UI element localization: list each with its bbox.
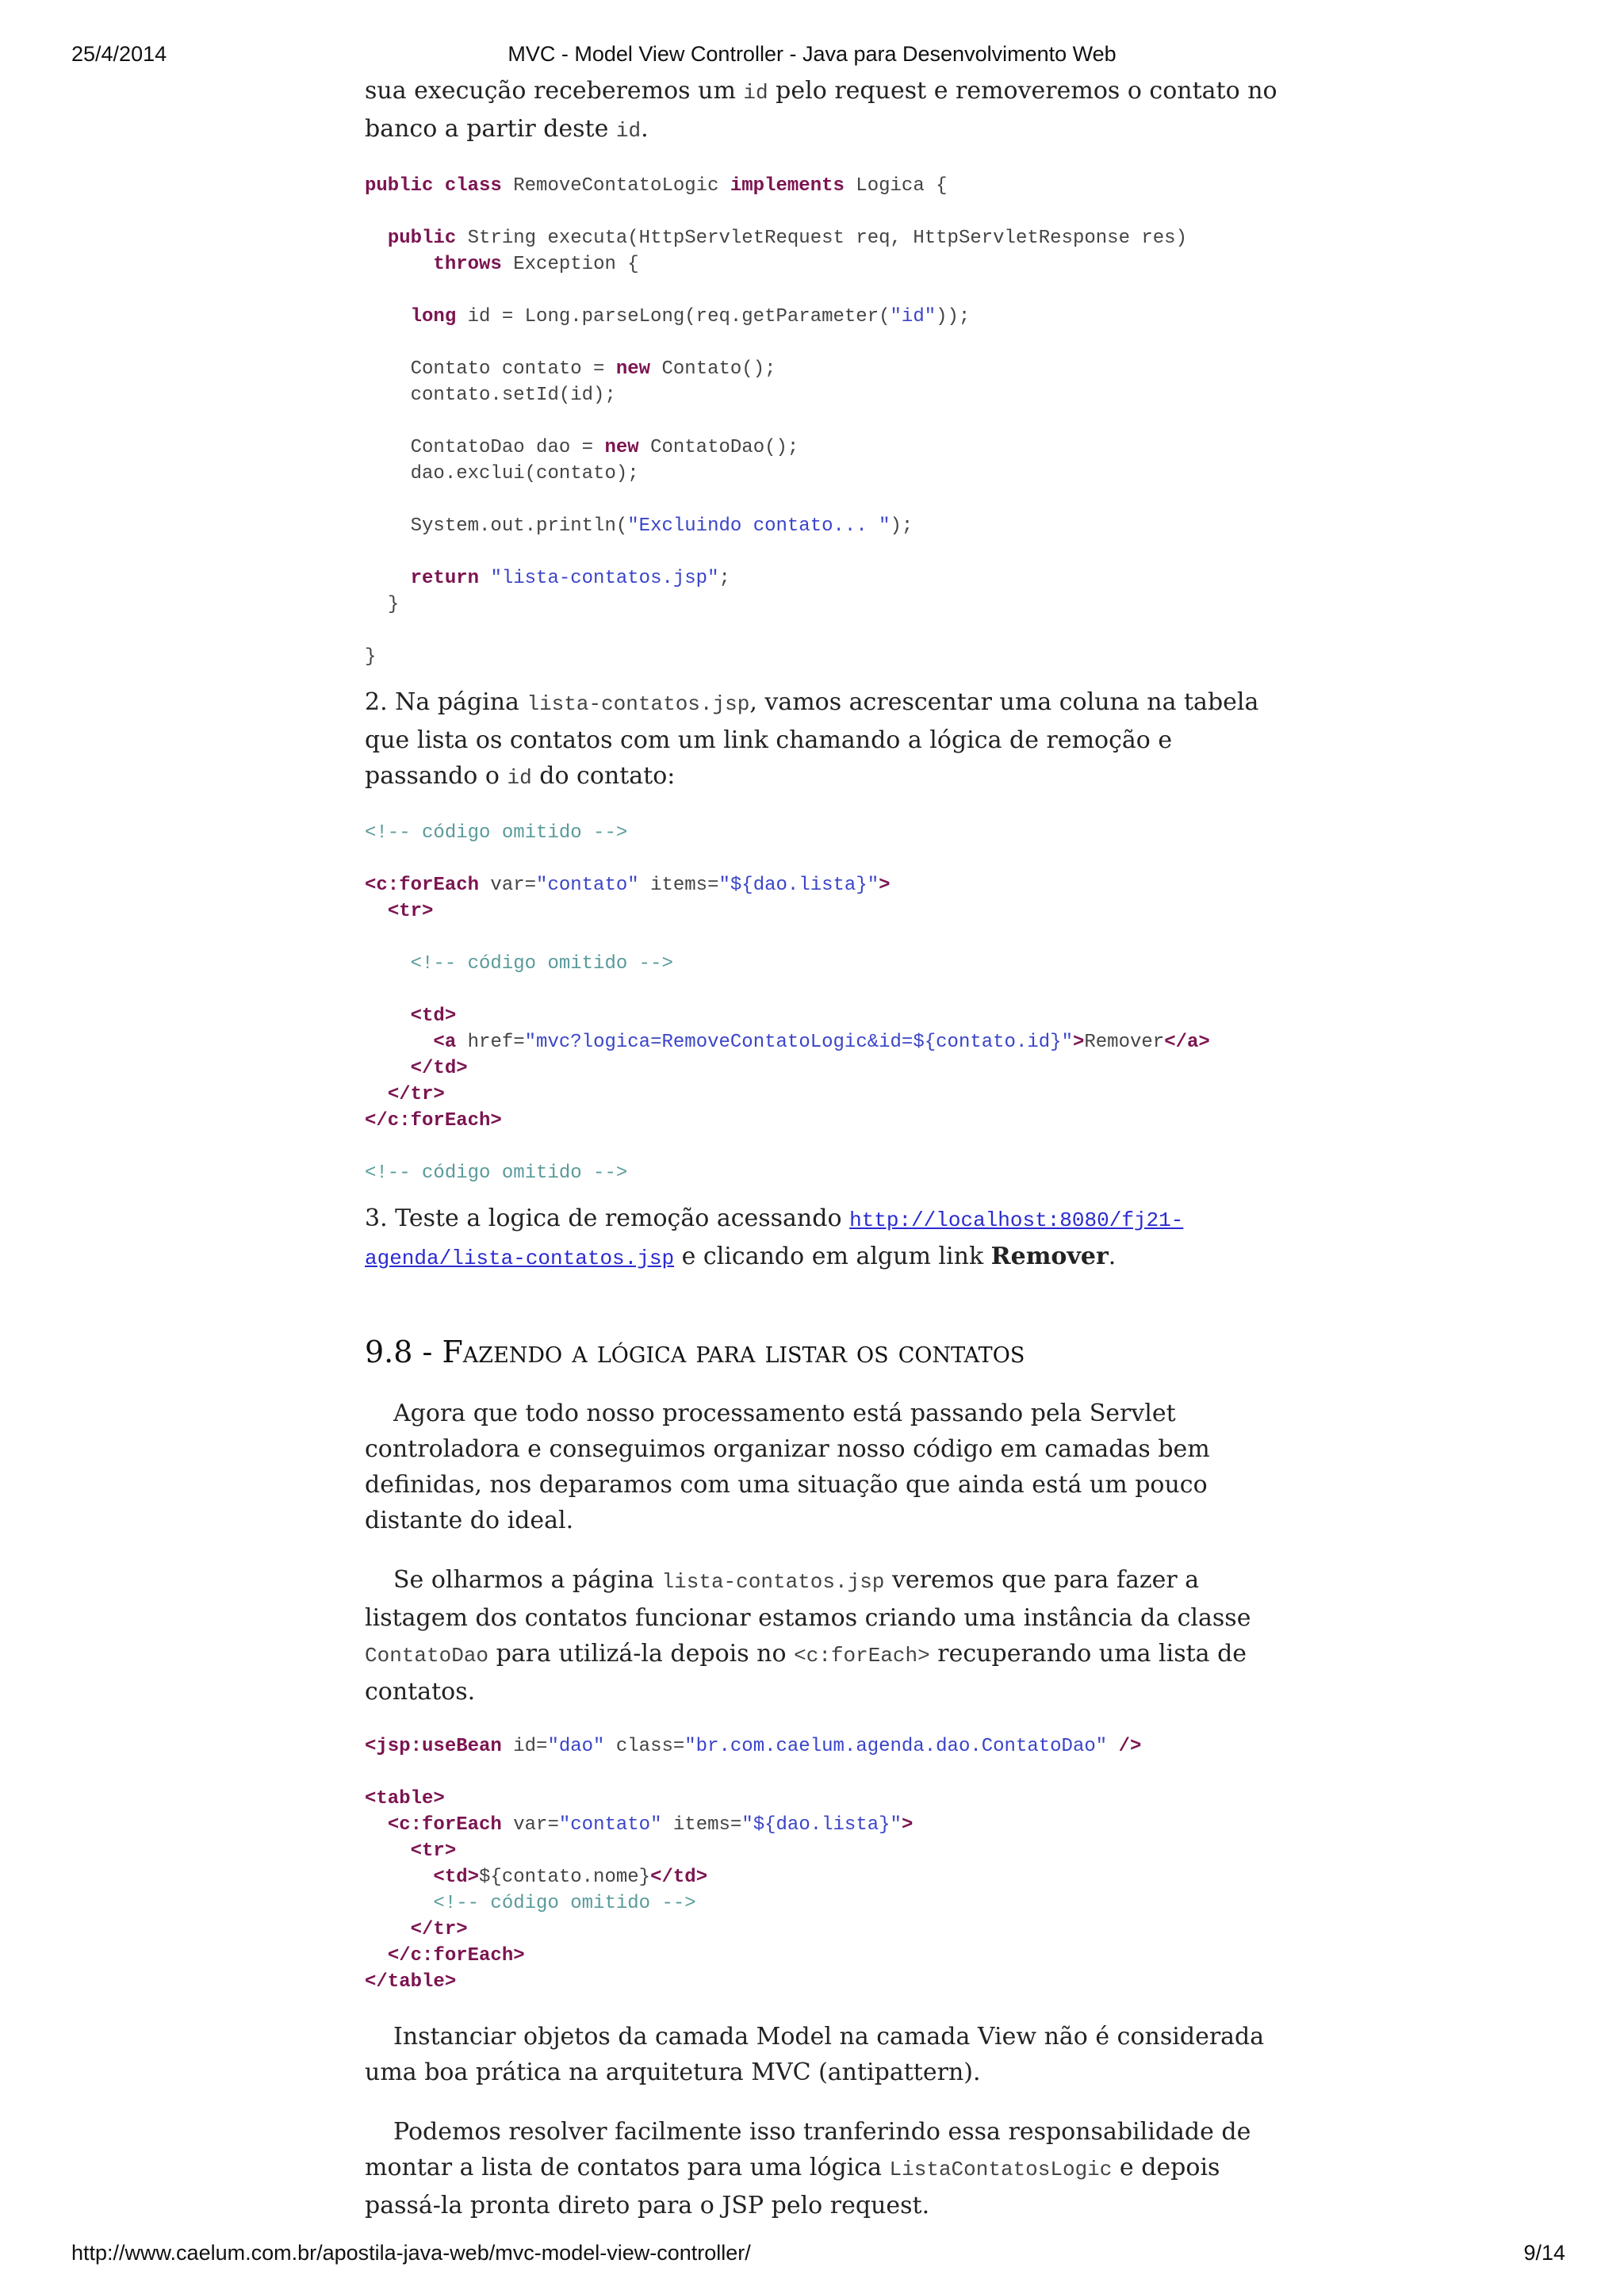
paragraph-3: Instanciar objetos da camada Model na camada View não é considerada uma boa prática na arquitetura MVC (antipattern). [365, 2023, 1265, 2086]
footer-page-number: 9/14 [1523, 2241, 1565, 2265]
inline-code: id [615, 119, 642, 143]
header-date: 25/4/2014 [71, 42, 167, 66]
code-block-usebean: <jsp:useBean id="dao" class="br.com.caelum.agenda.dao.ContatoDao" /> <table> <c:forEach var="contato" items="${dao.lista}"> <tr> <td>${contato.nome}</td> <!-- código omitido --> </tr> </c:forEach> </table> [365, 1736, 1142, 1993]
step-2-paragraph: 2. Na página lista-contatos.jsp, vamos acrescentar uma coluna na tabela que lista os contatos com um link chamando a lógica de remoção e passando o id do contato: [365, 688, 1259, 790]
inline-code: id [743, 81, 768, 105]
inline-code: id [507, 766, 532, 790]
paragraph-1: Agora que todo nosso processamento está passando pela Servlet controladora e conseguimos organizar nosso código em camadas bem definidas, nos deparamos com uma situação que ainda está um pouco distante do ideal. [365, 1400, 1210, 1534]
code-block-remove-link: <!-- código omitido --> <c:forEach var="contato" items="${dao.lista}"> <tr> <!-- código omitido --> <td> <a href="mvc?logica=RemoveContatoLogic&id=${contato.id}">Remover</a> </td> </tr> </c:forEach> <!-- código omitido --> [365, 822, 1210, 1184]
lista-contatos-link[interactable]: http://localhost:8080/fj21-agenda/lista-contatos.jsp [365, 1208, 1184, 1270]
footer-url: http://www.caelum.com.br/apostila-java-web/mvc-model-view-controller/ [71, 2241, 751, 2265]
code-block-remove-logic: public class RemoveContatoLogic implements Logica { public String executa(HttpServletRequest req, HttpServletResponse res) throws Exception { long id = Long.parseLong(req.getParameter("id")); Contato contato = new Contato(); contato.setId(id); ContatoDao dao = new ContatoDao(); dao.exclui(contato); System.out.println("Excluindo contato... "); return "lista-contatos.jsp"; } } [365, 175, 1187, 668]
paragraph-2: Se olharmos a página lista-contatos.jsp veremos que para fazer a listagem dos contatos funcionar estamos criando uma instância da classe ContatoDao para utilizá-la depois no <c:forEach> recuperando uma lista de contatos. [365, 1566, 1251, 1706]
inline-code: lista-contatos.jsp [661, 1570, 885, 1594]
inline-code: ContatoDao [365, 1644, 489, 1668]
step-3-paragraph: 3. Teste a logica de remoção acessando http://localhost:8080/fj21-agenda/lista-contatos.jsp e clicando em algum link Remover. [365, 1204, 1184, 1270]
inline-code: lista-contatos.jsp [527, 692, 750, 716]
page-content [365, 73, 1285, 2223]
section-heading: 9.8 - Fazendo a lógica para listar os contatos [365, 1335, 1025, 1369]
inline-code: ListaContatosLogic [889, 2158, 1113, 2181]
paragraph-4: Podemos resolver facilmente isso tranferindo essa responsabilidade de montar a lista de contatos para uma lógica ListaContatosLogic e depois passá-la pronta direto para o JSP pelo request. [365, 2118, 1251, 2219]
header-title: MVC - Model View Controller - Java para Desenvolvimento Web [508, 42, 1116, 66]
intro-paragraph: sua execução receberemos um id pelo request e removeremos o contato no banco a partir deste id. [365, 77, 1277, 143]
inline-code: <c:forEach> [794, 1644, 930, 1668]
